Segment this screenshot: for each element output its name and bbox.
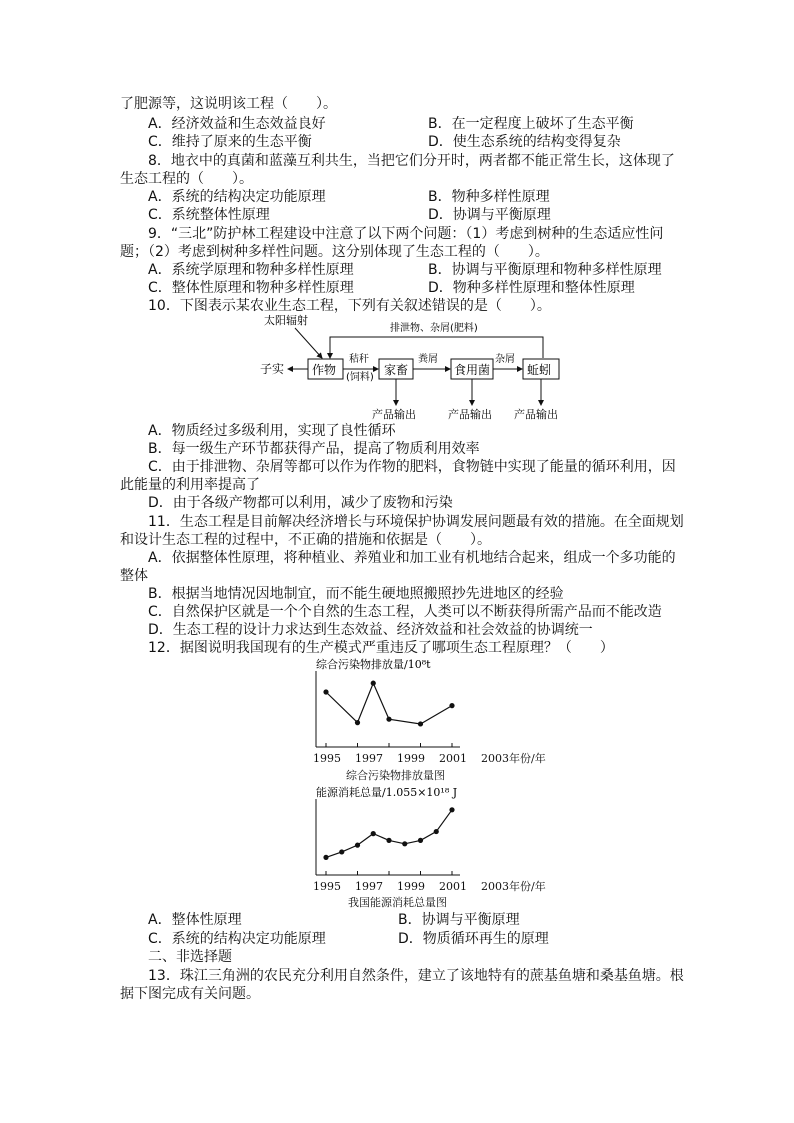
- q8-stem-line2: 生态工程的（ ）。: [120, 171, 253, 187]
- chart1-data-point-1: [355, 720, 360, 725]
- chart2-caption: 我国能源消耗总量图: [348, 896, 447, 909]
- q12-option-a: A．整体性原理: [148, 912, 242, 928]
- chart2-ylabel: 能源消耗总量/1.055×10¹⁸ J: [316, 786, 458, 799]
- chart1-data-point-4: [418, 721, 423, 726]
- q12-option-b: B．协调与平衡原理: [398, 912, 520, 928]
- pollution-emission-chart: [310, 655, 520, 755]
- chart2-tick-1: 1997: [355, 880, 383, 893]
- chart1-caption: 综合污染物排放量图: [346, 769, 445, 782]
- chart2-tick-labels: [313, 878, 546, 894]
- livestock-label: 家畜: [384, 363, 409, 377]
- q9-option-a: A．系统学原理和物种多样性原理: [148, 262, 354, 278]
- chart2-tick-2: 1999: [397, 880, 425, 893]
- output-label-2: 产品输出: [448, 408, 492, 421]
- q7-option-c: C．维持了原来的生态平衡: [148, 134, 312, 150]
- q9-option-d: D．物种多样性原理和整体性原理: [428, 280, 635, 296]
- q8-stem-line1: 8．地衣中的真菌和蓝藻互利共生，当把它们分开时，两者都不能正常生长，这体现了: [148, 153, 675, 169]
- q12-option-c: C．系统的结构决定功能原理: [148, 931, 326, 947]
- chart2-data-point-2: [355, 843, 360, 848]
- fungus-label: 食用菌: [454, 363, 491, 377]
- chart2-tick-0: 1995: [313, 880, 341, 893]
- q11-option-c: C．自然保护区就是一个个自然的生态工程，人类可以不断获得所需产品而不能改造: [148, 604, 662, 620]
- chart1-data-point-2: [371, 681, 376, 686]
- q12-stem: 12．据图说明我国现有的生产模式严重违反了哪项生态工程原理？（ ）: [148, 640, 614, 656]
- q11-stem-line1: 11．生态工程是目前解决经济增长与环境保护协调发展问题最有效的措施。在全面规划: [148, 514, 684, 530]
- q8-option-c: C．系统整体性原理: [148, 207, 270, 223]
- chart2-data-point-0: [323, 855, 328, 860]
- q10-option-b: B．每一级生产环节都获得产品，提高了物质利用效率: [148, 441, 480, 457]
- chart1-tick-2: 1999: [397, 752, 425, 765]
- q10-option-c-line1: C．由于排泄物、杂屑等都可以作为作物的肥料，食物链中实现了能量的循环利用，因: [148, 459, 676, 475]
- chart1-data-point-0: [323, 689, 328, 694]
- seed-label: 子实: [260, 362, 285, 376]
- chart2-tick-3: 2001: [439, 880, 467, 893]
- chart1-tick-4: 2003: [481, 752, 509, 765]
- chart2-data-point-6: [418, 838, 423, 843]
- chart1-ylabel: 综合污染物排放量/10⁸t: [316, 658, 431, 671]
- chart2-data-point-7: [434, 829, 439, 834]
- chart2-data-point-1: [339, 849, 344, 854]
- q10-option-a: A．物质经过多级利用，实现了良性循环: [148, 423, 396, 439]
- output-label-1: 产品输出: [372, 408, 416, 421]
- chart2-data-point-5: [402, 841, 407, 846]
- chart2-data-point-4: [386, 838, 391, 843]
- q7-option-d: D．使生态系统的结构变得复杂: [428, 134, 621, 150]
- chart1-data-point-5: [449, 703, 454, 708]
- q11-option-b: B．根据当地情况因地制宜，而不能生硬地照搬照抄先进地区的经验: [148, 586, 564, 602]
- q11-option-a-line2: 整体: [120, 568, 148, 584]
- q9-stem-line2: 题；（2）考虑到树种多样性问题。这分别体现了生态工程的（ ）。: [120, 244, 549, 260]
- energy-consumption-chart: [310, 783, 520, 883]
- q11-stem-line2: 和设计生态工程的过程中，不正确的措施和依据是（ ）。: [120, 532, 491, 548]
- q7-stem-continuation: 了肥源等，这说明该工程（ ）。: [120, 96, 337, 112]
- chart1-tick-1: 1997: [355, 752, 383, 765]
- q9-stem-line1: 9．“三北”防护林工程建设中注意了以下两个问题：（1）考虑到树种的生态适应性问: [148, 226, 664, 242]
- crop-label: 作物: [312, 363, 337, 377]
- section-heading: 二、非选择题: [148, 949, 232, 965]
- q7-option-a: A．经济效益和生态效益良好: [148, 116, 326, 132]
- q13-stem-line1: 13．珠江三角洲的农民充分利用自然条件，建立了该地特有的蔗基鱼塘和桑基鱼塘。根: [148, 968, 684, 984]
- q7-option-b: B．在一定程度上破坏了生态平衡: [428, 116, 634, 132]
- chart1-tick-0: 1995: [313, 752, 341, 765]
- chart2-series-line: [326, 810, 452, 858]
- q12-option-d: D．物质循环再生的原理: [398, 931, 549, 947]
- q13-stem-line2: 据下图完成有关问题。: [120, 986, 260, 1002]
- q11-option-a-line1: A．依据整体性原理，将种植业、养殖业和加工业有机地结合起来，组成一个多功能的: [148, 550, 676, 566]
- agro-ecosystem-diagram: [250, 310, 580, 425]
- straw-label: 秸秆: [349, 354, 369, 365]
- manure-label: 粪屑: [418, 354, 438, 365]
- feed-label: (饲料): [346, 372, 374, 383]
- q9-option-c: C．整体性原理和物种多样性原理: [148, 280, 354, 296]
- sun-arrow: [295, 328, 322, 358]
- q8-option-d: D．协调与平衡原理: [428, 207, 551, 223]
- q10-option-c-line2: 此能量的利用率提高了: [120, 477, 260, 493]
- q8-option-a: A．系统的结构决定功能原理: [148, 189, 326, 205]
- q10-option-d: D．由于各级产物都可以利用，减少了废物和污染: [148, 495, 453, 511]
- q9-option-b: B．协调与平衡原理和物种多样性原理: [428, 262, 662, 278]
- q11-option-d: D．生态工程的设计力求达到生态效益、经济效益和社会效益的协调统一: [148, 622, 593, 638]
- chart2-xlabel: 年份/年: [509, 880, 546, 893]
- chart1-data-point-3: [386, 717, 391, 722]
- earthworm-label: 蚯蚓: [527, 363, 552, 377]
- chart1-tick-labels: [313, 750, 546, 766]
- sun-label: 太阳辐射: [264, 314, 308, 327]
- chart1-tick-3: 2001: [439, 752, 467, 765]
- debris-label: 杂屑: [495, 354, 515, 365]
- q8-option-b: B．物种多样性原理: [428, 189, 550, 205]
- fertilizer-label: 排泄物、杂屑(肥料): [390, 323, 478, 334]
- chart2-tick-4: 2003: [481, 880, 509, 893]
- chart2-data-point-3: [371, 831, 376, 836]
- chart2-data-point-8: [449, 807, 454, 812]
- chart1-xlabel: 年份/年: [509, 752, 546, 765]
- output-label-3: 产品输出: [514, 408, 558, 421]
- q10-stem: 10．下图表示某农业生态工程，下列有关叙述错误的是（ ）。: [148, 298, 551, 314]
